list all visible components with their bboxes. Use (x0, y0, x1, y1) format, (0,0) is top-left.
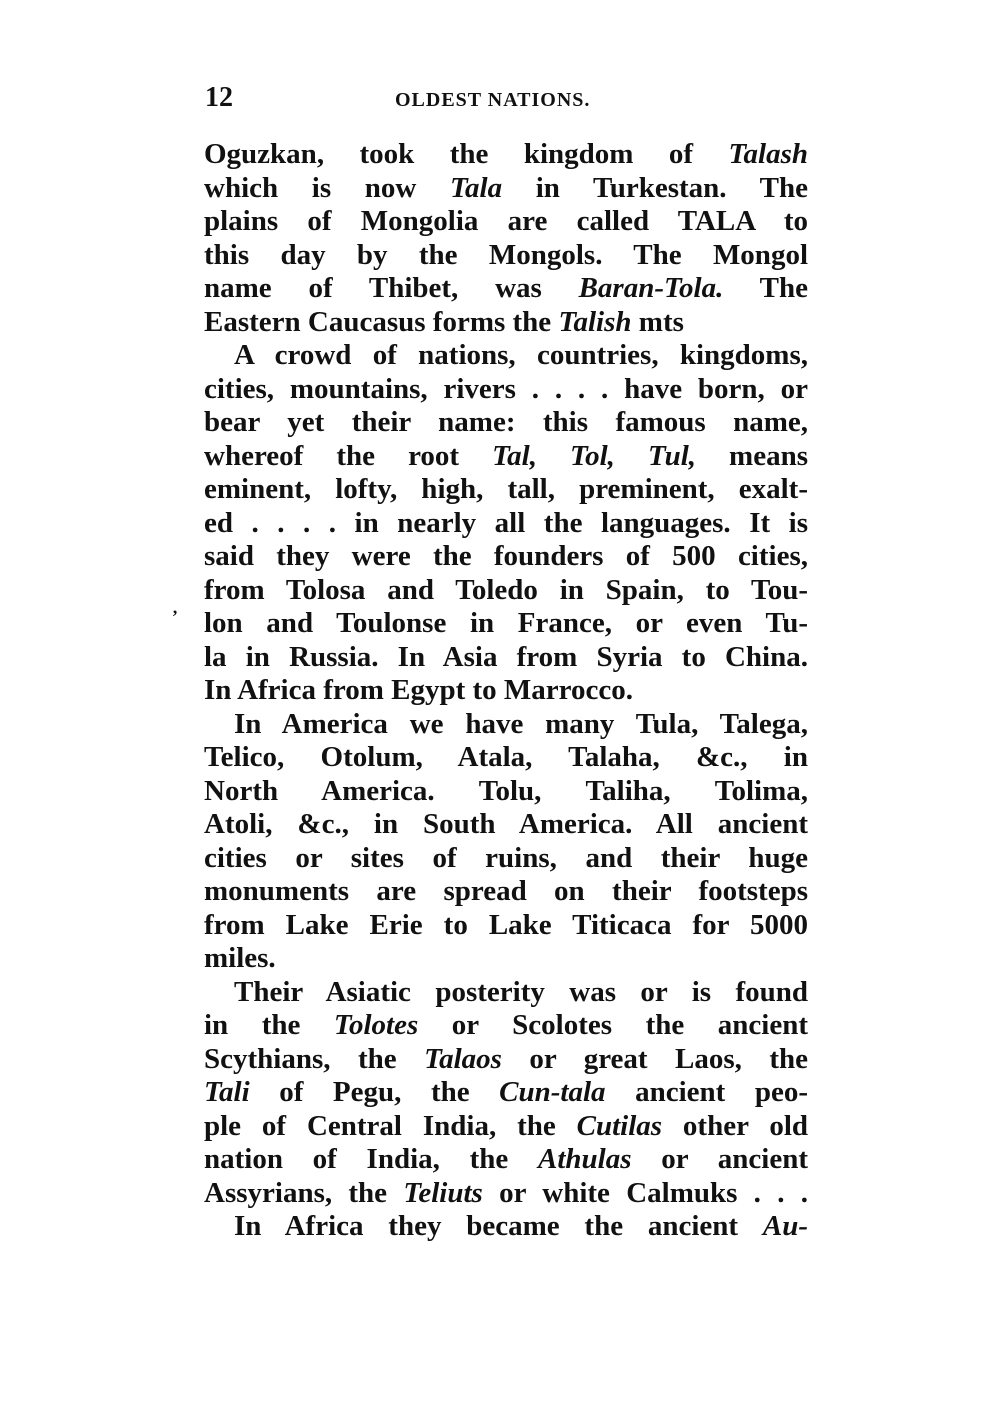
text-line: nation of India, the Athulas or ancient (204, 1143, 808, 1175)
text-line: la in Russia. In Asia from Syria to China. (204, 640, 808, 673)
text-line: plains of Mongolia are called TALA to (204, 205, 808, 237)
text-line: Oguzkan, took the kingdom of Talash (204, 138, 808, 170)
text-line: said they were the founders of 500 cities, (204, 540, 808, 572)
text-line: Telico, Otolum, Atala, Talaha, &c., in (204, 741, 808, 773)
text-line: Tali of Pegu, the Cun-tala ancient peo- (204, 1076, 808, 1108)
text-line: miles. (204, 942, 276, 974)
text-line: in the Tolotes or Scolotes the ancient (204, 1009, 808, 1041)
body-text (204, 138, 808, 1244)
text-line: Scythians, the Talaos or great Laos, the (204, 1042, 808, 1075)
text-line: North America. Tolu, Taliha, Tolima, (204, 774, 808, 807)
text-line: whereof the root Tal, Tol, Tul, means (204, 439, 808, 472)
running-title: OLDEST NATIONS. (395, 89, 591, 111)
text-line: Assyrians, the Teliuts or white Calmuks . . . (204, 1176, 808, 1209)
text-line: ed . . . . in nearly all the languages. It is (204, 506, 808, 539)
text-line: name of Thibet, was Baran-Tola. The (204, 272, 808, 304)
text-line: cities or sites of ruins, and their huge (204, 841, 808, 874)
page-header (205, 82, 805, 118)
text-line: which is now Tala in Turkestan. The (204, 171, 808, 204)
text-line: In Africa they became the ancient Au- (234, 1210, 808, 1242)
text-line: from Lake Erie to Lake Titicaca for 5000 (204, 908, 808, 941)
text-line: cities, mountains, rivers . . . . have born, or (204, 372, 808, 405)
text-line: Atoli, &c., in South America. All ancient (204, 808, 808, 840)
text-line: from Tolosa and Toledo in Spain, to Tou- (204, 573, 808, 606)
text-line: In Africa from Egypt to Marrocco. (204, 674, 633, 706)
text-line: this day by the Mongols. The Mongol (204, 238, 808, 271)
text-line: ple of Central India, the Cutilas other old (204, 1109, 808, 1142)
text-line: A crowd of nations, countries, kingdoms, (234, 339, 808, 371)
text-line: Eastern Caucasus forms the Talish mts (204, 305, 684, 338)
text-line: Their Asiatic posterity was or is found (234, 975, 808, 1008)
text-line: bear yet their name: this famous name, (204, 406, 808, 438)
text-line: eminent, lofty, high, tall, preminent, exalt- (204, 473, 808, 505)
text-line: In America we have many Tula, Talega, (234, 707, 808, 740)
stray-print-mark: ‚ (172, 597, 178, 617)
text-line: lon and Toulonse in France, or even Tu- (204, 607, 808, 639)
page-number: 12 (205, 82, 233, 113)
text-line: monuments are spread on their footsteps (204, 875, 808, 907)
